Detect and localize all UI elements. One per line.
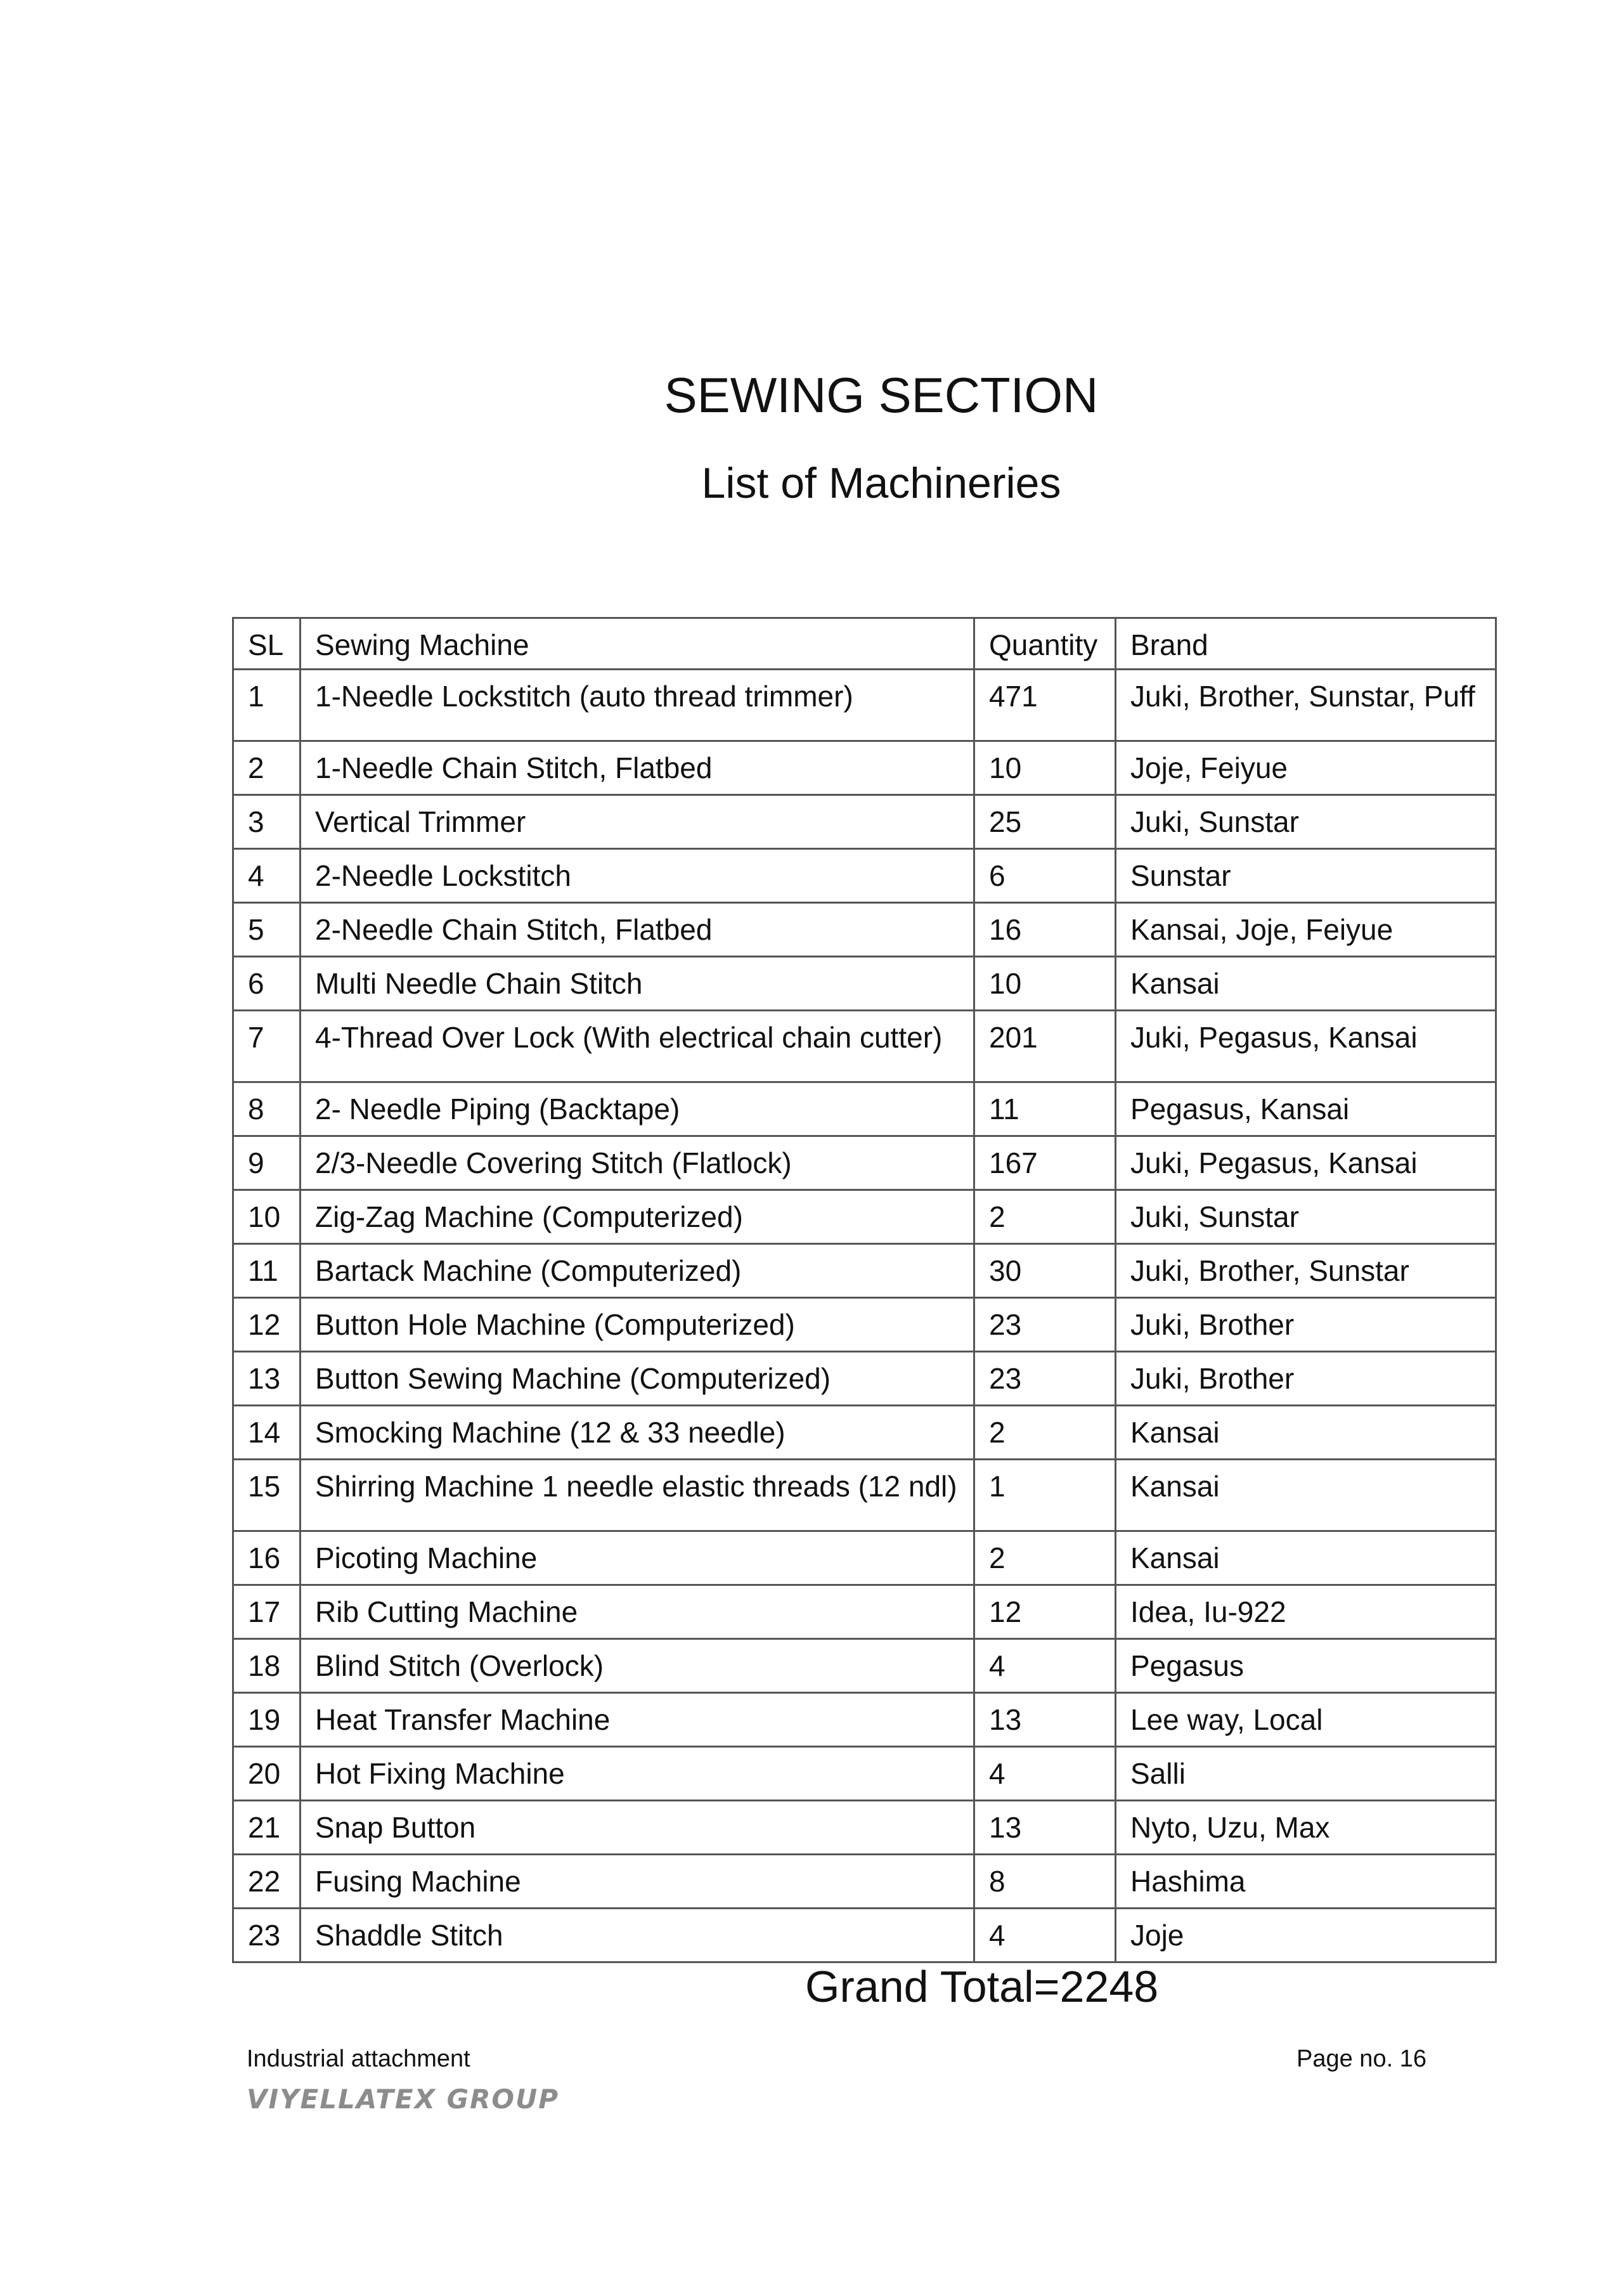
cell-brand: Hashima — [1116, 1855, 1496, 1909]
cell-machine-name: 2/3-Needle Covering Stitch (Flatlock) — [301, 1136, 974, 1190]
cell-quantity: 10 — [974, 957, 1116, 1011]
cell-sl: 5 — [233, 903, 301, 957]
cell-brand: Kansai — [1116, 1406, 1496, 1460]
cell-quantity: 8 — [974, 1855, 1116, 1909]
page-subtitle: List of Machineries — [701, 459, 1061, 507]
table-row — [233, 1585, 1496, 1639]
cell-machine-name: Bartack Machine (Computerized) — [301, 1244, 974, 1298]
cell-sl: 18 — [233, 1639, 301, 1693]
table-row — [233, 849, 1496, 903]
cell-brand: Kansai — [1116, 1531, 1496, 1585]
cell-brand: Pegasus — [1116, 1639, 1496, 1693]
table-row — [233, 1406, 1496, 1460]
cell-brand: Idea, Iu-922 — [1116, 1585, 1496, 1639]
cell-brand: Kansai — [1116, 1460, 1496, 1531]
table-row — [233, 1855, 1496, 1909]
footer-left-text: Industrial attachment — [247, 2046, 470, 2072]
cell-machine-name: Heat Transfer Machine — [301, 1693, 974, 1747]
cell-sl: 6 — [233, 957, 301, 1011]
table-row — [233, 1298, 1496, 1352]
cell-machine-name: 4-Thread Over Lock (With electrical chain cutter) — [301, 1011, 974, 1082]
cell-quantity: 4 — [974, 1909, 1116, 1962]
page-title: SEWING SECTION — [664, 367, 1099, 423]
cell-brand: Pegasus, Kansai — [1116, 1082, 1496, 1136]
cell-machine-name: Smocking Machine (12 & 33 needle) — [301, 1406, 974, 1460]
table-row — [233, 1244, 1496, 1298]
table-row — [233, 1460, 1496, 1531]
footer-page-number: Page no. 16 — [1296, 2046, 1426, 2072]
cell-sl: 7 — [233, 1011, 301, 1082]
cell-quantity: 13 — [974, 1693, 1116, 1747]
machinery-table — [232, 617, 1497, 1963]
header-brand: Brand — [1116, 618, 1496, 670]
cell-quantity: 1 — [974, 1460, 1116, 1531]
cell-quantity: 23 — [974, 1298, 1116, 1352]
cell-machine-name: Multi Needle Chain Stitch — [301, 957, 974, 1011]
cell-machine-name: Shaddle Stitch — [301, 1909, 974, 1962]
cell-sl: 23 — [233, 1909, 301, 1962]
table-header-row — [233, 618, 1496, 670]
cell-quantity: 13 — [974, 1801, 1116, 1855]
table-row — [233, 670, 1496, 741]
cell-brand: Juki, Brother, Sunstar — [1116, 1244, 1496, 1298]
cell-quantity: 2 — [974, 1406, 1116, 1460]
table-row — [233, 957, 1496, 1011]
cell-sl: 17 — [233, 1585, 301, 1639]
cell-machine-name: Snap Button — [301, 1801, 974, 1855]
cell-machine-name: Vertical Trimmer — [301, 795, 974, 849]
cell-brand: Sunstar — [1116, 849, 1496, 903]
cell-brand: Joje, Feiyue — [1116, 741, 1496, 795]
cell-sl: 13 — [233, 1352, 301, 1406]
header-sewing-machine: Sewing Machine — [301, 618, 974, 670]
cell-brand: Kansai — [1116, 957, 1496, 1011]
table-row — [233, 795, 1496, 849]
cell-machine-name: Button Hole Machine (Computerized) — [301, 1298, 974, 1352]
cell-brand: Juki, Brother — [1116, 1298, 1496, 1352]
cell-brand: Juki, Sunstar — [1116, 1190, 1496, 1244]
cell-quantity: 10 — [974, 741, 1116, 795]
table-row — [233, 741, 1496, 795]
cell-machine-name: Fusing Machine — [301, 1855, 974, 1909]
cell-quantity: 6 — [974, 849, 1116, 903]
table-row — [233, 1747, 1496, 1801]
cell-sl: 8 — [233, 1082, 301, 1136]
company-logo: VIYELLATEX GROUP — [247, 2084, 559, 2115]
cell-quantity: 2 — [974, 1531, 1116, 1585]
cell-quantity: 4 — [974, 1639, 1116, 1693]
cell-machine-name: Picoting Machine — [301, 1531, 974, 1585]
cell-machine-name: 2-Needle Lockstitch — [301, 849, 974, 903]
cell-sl: 21 — [233, 1801, 301, 1855]
cell-brand: Juki, Pegasus, Kansai — [1116, 1011, 1496, 1082]
cell-machine-name: 1-Needle Chain Stitch, Flatbed — [301, 741, 974, 795]
cell-machine-name: Blind Stitch (Overlock) — [301, 1639, 974, 1693]
cell-quantity: 30 — [974, 1244, 1116, 1298]
cell-sl: 19 — [233, 1693, 301, 1747]
cell-brand: Nyto, Uzu, Max — [1116, 1801, 1496, 1855]
cell-brand: Kansai, Joje, Feiyue — [1116, 903, 1496, 957]
cell-sl: 14 — [233, 1406, 301, 1460]
table-row — [233, 1693, 1496, 1747]
table-row — [233, 1801, 1496, 1855]
table-row — [233, 1011, 1496, 1082]
cell-sl: 20 — [233, 1747, 301, 1801]
cell-quantity: 12 — [974, 1585, 1116, 1639]
cell-sl: 11 — [233, 1244, 301, 1298]
cell-sl: 4 — [233, 849, 301, 903]
cell-sl: 15 — [233, 1460, 301, 1531]
cell-machine-name: Button Sewing Machine (Computerized) — [301, 1352, 974, 1406]
table-row — [233, 903, 1496, 957]
cell-quantity: 471 — [974, 670, 1116, 741]
cell-brand: Juki, Sunstar — [1116, 795, 1496, 849]
cell-sl: 12 — [233, 1298, 301, 1352]
cell-sl: 10 — [233, 1190, 301, 1244]
header-sl: SL — [233, 618, 301, 670]
cell-quantity: 167 — [974, 1136, 1116, 1190]
cell-quantity: 2 — [974, 1190, 1116, 1244]
grand-total: Grand Total=2248 — [805, 1962, 1159, 2011]
cell-sl: 22 — [233, 1855, 301, 1909]
cell-sl: 9 — [233, 1136, 301, 1190]
cell-brand: Salli — [1116, 1747, 1496, 1801]
cell-brand: Lee way, Local — [1116, 1693, 1496, 1747]
cell-sl: 2 — [233, 741, 301, 795]
cell-machine-name: 2- Needle Piping (Backtape) — [301, 1082, 974, 1136]
table-row — [233, 1082, 1496, 1136]
header-quantity: Quantity — [974, 618, 1116, 670]
table-row — [233, 1531, 1496, 1585]
cell-brand: Juki, Pegasus, Kansai — [1116, 1136, 1496, 1190]
table-row — [233, 1352, 1496, 1406]
cell-machine-name: 2-Needle Chain Stitch, Flatbed — [301, 903, 974, 957]
table-row — [233, 1909, 1496, 1962]
machinery-table-body — [233, 618, 1496, 1962]
cell-brand: Juki, Brother — [1116, 1352, 1496, 1406]
cell-brand: Joje — [1116, 1909, 1496, 1962]
cell-brand: Juki, Brother, Sunstar, Puff — [1116, 670, 1496, 741]
table-row — [233, 1190, 1496, 1244]
cell-machine-name: Hot Fixing Machine — [301, 1747, 974, 1801]
cell-machine-name: Zig-Zag Machine (Computerized) — [301, 1190, 974, 1244]
cell-sl: 3 — [233, 795, 301, 849]
cell-quantity: 4 — [974, 1747, 1116, 1801]
cell-quantity: 23 — [974, 1352, 1116, 1406]
cell-sl: 1 — [233, 670, 301, 741]
cell-machine-name: Shirring Machine 1 needle elastic threads (12 ndl) — [301, 1460, 974, 1531]
cell-quantity: 11 — [974, 1082, 1116, 1136]
cell-sl: 16 — [233, 1531, 301, 1585]
cell-machine-name: 1-Needle Lockstitch (auto thread trimmer) — [301, 670, 974, 741]
cell-machine-name: Rib Cutting Machine — [301, 1585, 974, 1639]
cell-quantity: 25 — [974, 795, 1116, 849]
table-row — [233, 1136, 1496, 1190]
cell-quantity: 16 — [974, 903, 1116, 957]
cell-quantity: 201 — [974, 1011, 1116, 1082]
table-row — [233, 1639, 1496, 1693]
